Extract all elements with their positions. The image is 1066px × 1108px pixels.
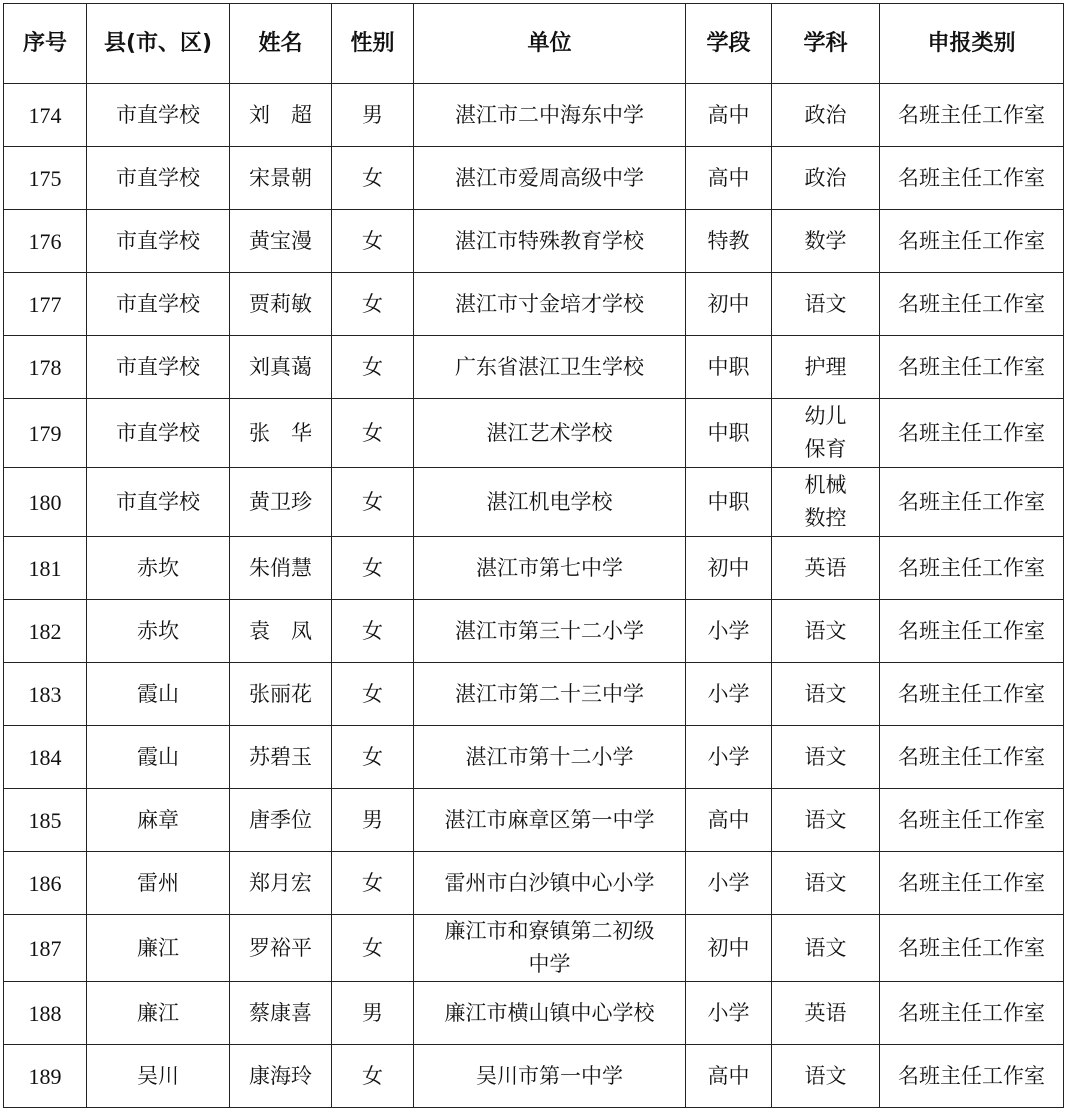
cell-subject: 语文: [772, 789, 880, 852]
table-row: [4, 1045, 1064, 1108]
table-row: [4, 273, 1064, 336]
cell-gender: 女: [332, 468, 414, 537]
cell-gender: 男: [332, 789, 414, 852]
cell-name: 郑月宏: [230, 852, 332, 915]
cell-subject: 护理: [772, 336, 880, 399]
header-gender: 性别: [332, 4, 414, 84]
table-row: [4, 915, 1064, 982]
cell-category: 名班主任工作室: [880, 399, 1064, 468]
cell-unit: 吴川市第一中学: [414, 1045, 686, 1108]
cell-county: 霞山: [87, 663, 230, 726]
cell-subject: 英语: [772, 982, 880, 1045]
cell-county: 市直学校: [87, 468, 230, 537]
cell-gender: 女: [332, 663, 414, 726]
cell-stage: 特教: [686, 210, 772, 273]
cell-unit: 湛江市二中海东中学: [414, 84, 686, 147]
cell-name: 罗裕平: [230, 915, 332, 982]
table-row: [4, 210, 1064, 273]
cell-category: 名班主任工作室: [880, 210, 1064, 273]
cell-unit: 广东省湛江卫生学校: [414, 336, 686, 399]
cell-index: 189: [4, 1045, 87, 1108]
cell-unit: 湛江市爱周高级中学: [414, 147, 686, 210]
cell-index: 180: [4, 468, 87, 537]
cell-gender: 女: [332, 1045, 414, 1108]
cell-county: 赤坎: [87, 537, 230, 600]
cell-name: 苏碧玉: [230, 726, 332, 789]
cell-gender: 女: [332, 852, 414, 915]
cell-stage: 高中: [686, 84, 772, 147]
cell-subject: 语文: [772, 600, 880, 663]
cell-index: 178: [4, 336, 87, 399]
cell-unit: 廉江市横山镇中心学校: [414, 982, 686, 1045]
cell-index: 174: [4, 84, 87, 147]
cell-subject: 政治: [772, 84, 880, 147]
cell-stage: 初中: [686, 915, 772, 982]
cell-name: 刘 超: [230, 84, 332, 147]
header-county: 县(市、区): [87, 4, 230, 84]
cell-name: 黄卫珍: [230, 468, 332, 537]
cell-unit: 廉江市和寮镇第二初级 中学: [414, 915, 686, 982]
cell-stage: 高中: [686, 789, 772, 852]
table-row: [4, 336, 1064, 399]
cell-category: 名班主任工作室: [880, 982, 1064, 1045]
cell-gender: 女: [332, 336, 414, 399]
cell-unit: 湛江艺术学校: [414, 399, 686, 468]
cell-index: 182: [4, 600, 87, 663]
cell-subject: 机械 数控: [772, 468, 880, 537]
table-row: [4, 852, 1064, 915]
cell-subject: 语文: [772, 726, 880, 789]
cell-stage: 小学: [686, 663, 772, 726]
cell-category: 名班主任工作室: [880, 468, 1064, 537]
cell-county: 市直学校: [87, 273, 230, 336]
header-stage: 学段: [686, 4, 772, 84]
cell-gender: 女: [332, 273, 414, 336]
cell-name: 刘真蔼: [230, 336, 332, 399]
cell-county: 市直学校: [87, 336, 230, 399]
cell-subject: 语文: [772, 663, 880, 726]
cell-stage: 初中: [686, 273, 772, 336]
cell-name: 黄宝漫: [230, 210, 332, 273]
cell-subject: 幼儿 保育: [772, 399, 880, 468]
cell-gender: 女: [332, 210, 414, 273]
table-row: [4, 399, 1064, 468]
cell-county: 赤坎: [87, 600, 230, 663]
cell-county: 市直学校: [87, 210, 230, 273]
table-row: [4, 84, 1064, 147]
cell-category: 名班主任工作室: [880, 1045, 1064, 1108]
cell-gender: 女: [332, 147, 414, 210]
cell-county: 麻章: [87, 789, 230, 852]
cell-subject: 英语: [772, 537, 880, 600]
cell-index: 186: [4, 852, 87, 915]
cell-county: 市直学校: [87, 399, 230, 468]
cell-gender: 女: [332, 915, 414, 982]
cell-subject: 语文: [772, 1045, 880, 1108]
cell-unit: 雷州市白沙镇中心小学: [414, 852, 686, 915]
cell-index: 188: [4, 982, 87, 1045]
cell-gender: 男: [332, 982, 414, 1045]
cell-category: 名班主任工作室: [880, 789, 1064, 852]
header-name: 姓名: [230, 4, 332, 84]
cell-subject: 语文: [772, 915, 880, 982]
table-row: [4, 982, 1064, 1045]
cell-stage: 高中: [686, 147, 772, 210]
cell-name: 蔡康喜: [230, 982, 332, 1045]
header-subject: 学科: [772, 4, 880, 84]
cell-gender: 女: [332, 537, 414, 600]
cell-unit: 湛江市麻章区第一中学: [414, 789, 686, 852]
cell-subject: 语文: [772, 273, 880, 336]
table-body: [4, 84, 1064, 1108]
cell-category: 名班主任工作室: [880, 336, 1064, 399]
cell-stage: 高中: [686, 1045, 772, 1108]
cell-name: 贾莉敏: [230, 273, 332, 336]
header-index: 序号: [4, 4, 87, 84]
cell-name: 张丽花: [230, 663, 332, 726]
cell-category: 名班主任工作室: [880, 726, 1064, 789]
cell-gender: 女: [332, 600, 414, 663]
cell-name: 张 华: [230, 399, 332, 468]
cell-index: 177: [4, 273, 87, 336]
cell-index: 175: [4, 147, 87, 210]
cell-unit: 湛江市第十二小学: [414, 726, 686, 789]
cell-name: 唐季位: [230, 789, 332, 852]
cell-county: 吴川: [87, 1045, 230, 1108]
cell-stage: 中职: [686, 399, 772, 468]
cell-county: 廉江: [87, 982, 230, 1045]
cell-index: 181: [4, 537, 87, 600]
cell-category: 名班主任工作室: [880, 915, 1064, 982]
header-row: [4, 4, 1064, 84]
cell-name: 宋景朝: [230, 147, 332, 210]
cell-stage: 中职: [686, 336, 772, 399]
cell-category: 名班主任工作室: [880, 852, 1064, 915]
cell-category: 名班主任工作室: [880, 600, 1064, 663]
cell-stage: 中职: [686, 468, 772, 537]
cell-index: 184: [4, 726, 87, 789]
cell-unit: 湛江市寸金培才学校: [414, 273, 686, 336]
cell-category: 名班主任工作室: [880, 273, 1064, 336]
header-category: 申报类别: [880, 4, 1064, 84]
cell-name: 朱俏慧: [230, 537, 332, 600]
teacher-list-table: [3, 3, 1064, 1108]
table-row: [4, 663, 1064, 726]
cell-subject: 数学: [772, 210, 880, 273]
cell-unit: 湛江市第三十二小学: [414, 600, 686, 663]
cell-index: 187: [4, 915, 87, 982]
table-row: [4, 726, 1064, 789]
table-row: [4, 537, 1064, 600]
cell-category: 名班主任工作室: [880, 663, 1064, 726]
table-row: [4, 789, 1064, 852]
cell-index: 179: [4, 399, 87, 468]
cell-county: 市直学校: [87, 84, 230, 147]
cell-county: 霞山: [87, 726, 230, 789]
table-row: [4, 600, 1064, 663]
cell-name: 康海玲: [230, 1045, 332, 1108]
cell-index: 176: [4, 210, 87, 273]
cell-category: 名班主任工作室: [880, 84, 1064, 147]
table-row: [4, 147, 1064, 210]
cell-category: 名班主任工作室: [880, 147, 1064, 210]
cell-subject: 政治: [772, 147, 880, 210]
cell-stage: 小学: [686, 852, 772, 915]
cell-unit: 湛江机电学校: [414, 468, 686, 537]
table-row: [4, 468, 1064, 537]
cell-county: 雷州: [87, 852, 230, 915]
cell-gender: 女: [332, 726, 414, 789]
cell-category: 名班主任工作室: [880, 537, 1064, 600]
cell-stage: 小学: [686, 600, 772, 663]
cell-stage: 初中: [686, 537, 772, 600]
cell-index: 185: [4, 789, 87, 852]
cell-index: 183: [4, 663, 87, 726]
cell-county: 市直学校: [87, 147, 230, 210]
cell-unit: 湛江市第二十三中学: [414, 663, 686, 726]
cell-gender: 男: [332, 84, 414, 147]
header-unit: 单位: [414, 4, 686, 84]
cell-name: 袁 凤: [230, 600, 332, 663]
cell-gender: 女: [332, 399, 414, 468]
cell-unit: 湛江市特殊教育学校: [414, 210, 686, 273]
cell-stage: 小学: [686, 982, 772, 1045]
cell-subject: 语文: [772, 852, 880, 915]
cell-county: 廉江: [87, 915, 230, 982]
cell-unit: 湛江市第七中学: [414, 537, 686, 600]
cell-stage: 小学: [686, 726, 772, 789]
